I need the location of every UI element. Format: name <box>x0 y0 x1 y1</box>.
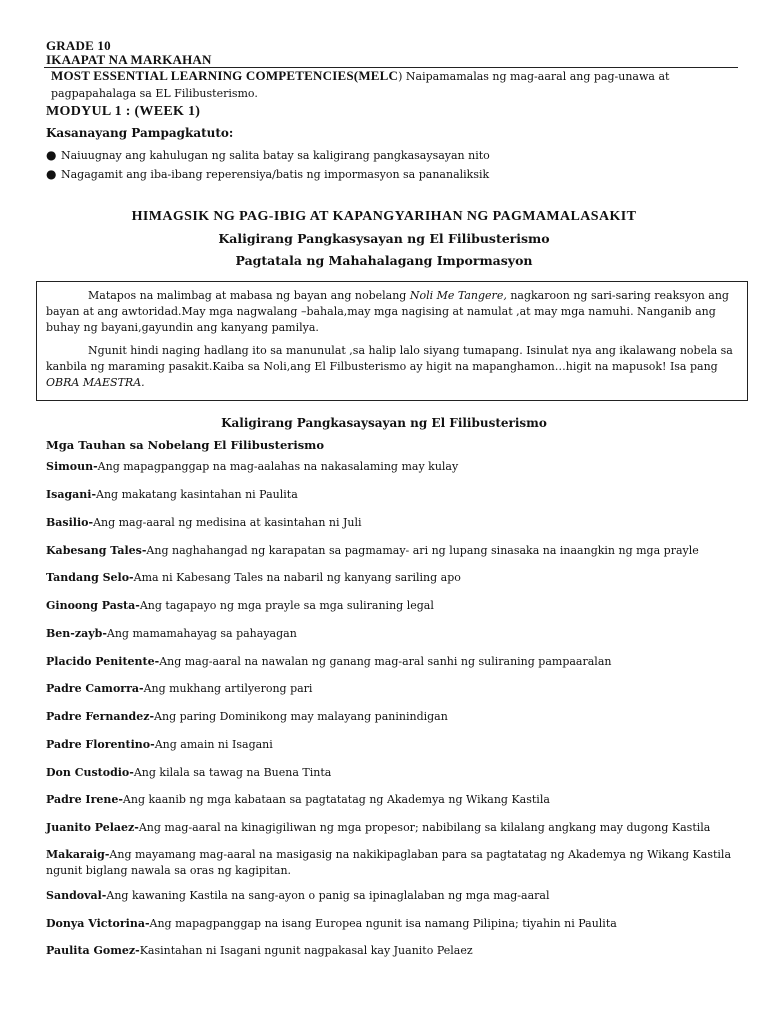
melc-label: MOST ESSENTIAL LEARNING COMPETENCIES(MELC <box>51 68 399 83</box>
character-row <box>46 626 736 642</box>
character-row <box>46 654 736 670</box>
character-row <box>46 487 736 503</box>
character-name: Padre Irene- <box>46 793 123 806</box>
character-row <box>46 847 736 879</box>
box-p1-text: Matapos na malimbag at mabasa ng bayan ang nobelang <box>88 289 410 302</box>
list-item-text: Naiuugnay ang kahulugan ng salita batay sa kaligirang pangkasaysayan nito <box>61 149 490 162</box>
character-description: Ang mapagpanggap na mag-aalahas na nakasalaming may kulay <box>97 460 459 473</box>
character-row <box>46 570 736 586</box>
character-name: Paulita Gomez- <box>46 944 140 957</box>
character-row <box>46 888 736 904</box>
box-p1-italic: Noli Me Tangere, <box>409 289 507 302</box>
box-p1-text-2: nagkaroon ng sari-saring reaksyon ang bayan at ang awtoridad.May mga nagwalang –bahala,may mga nagising at namulat ,at may mga namuhi. Nanganib ang buhay ng bayani,gayundin ang kanyang pamilya. <box>46 289 729 334</box>
character-description: Ang naghahangad ng karapatan sa pagmamay- ari ng lupang sinasaka na inaangkin ng mga prayle <box>146 544 699 557</box>
character-name: Ginoong Pasta- <box>46 599 140 612</box>
character-description: Ang mamamahayag sa pahayagan <box>106 627 297 640</box>
character-description: Ang makatang kasintahan ni Paulita <box>96 488 298 501</box>
character-name: Don Custodio- <box>46 766 134 779</box>
subtitle: Kaligirang Pangkasysayan ng El Filibusterismo <box>218 231 550 246</box>
character-description: Ang mag-aaral na kinagigiliwan ng mga propesor; nabibilang sa kilalang angkang may dugong Kastila <box>138 821 711 834</box>
character-name: Padre Florentino- <box>46 738 155 751</box>
list-item-text: Nagagamit ang iba-ibang reperensiya/batis ng impormasyon sa pananaliksik <box>61 168 490 181</box>
character-row <box>46 459 736 475</box>
character-row <box>46 765 736 781</box>
character-description: Ang mag-aaral na nawalan ng ganang mag-aral sanhi ng suliraning pampaaralan <box>159 655 612 668</box>
melc-statement <box>51 67 741 102</box>
character-row <box>46 543 736 559</box>
character-name: Juanito Pelaez- <box>46 821 139 834</box>
character-row <box>46 737 736 753</box>
character-name: Ben-zayb- <box>46 627 107 640</box>
main-title: HIMAGSIK NG PAG-IBIG AT KAPANGYARIHAN NG PAGMAMALASAKIT <box>131 209 637 224</box>
grade-label: GRADE 10 <box>46 38 111 53</box>
tauhan-heading: Mga Tauhan sa Nobelang El Filibusterismo <box>46 438 325 452</box>
character-description: Kasintahan ni Isagani ngunit nagpakasal kay Juanito Pelaez <box>139 944 473 957</box>
character-name: Padre Fernandez- <box>46 710 155 723</box>
box-paragraph-1 <box>46 288 738 336</box>
bullet-icon: ● <box>46 167 57 181</box>
character-name: Placido Penitente- <box>46 655 160 668</box>
character-row <box>46 943 736 959</box>
character-name: Tandang Selo- <box>46 571 134 584</box>
section-title: Kaligirang Pangkasaysayan ng El Filibusterismo <box>221 416 547 430</box>
list-item <box>46 167 489 181</box>
character-description: Ang kilala sa tawag na Buena Tinta <box>133 766 332 779</box>
character-row <box>46 709 736 725</box>
character-row <box>46 916 736 932</box>
character-description: Ang mukhang artilyerong pari <box>143 682 313 695</box>
character-row <box>46 681 736 697</box>
box-p2-text: Ngunit hindi naging hadlang ito sa manunulat ,sa halip lalo siyang tumapang. Isinulat nya ang ikalawang nobela sa kanbila ng maraming pasakit.Kaiba sa Noli,ang El Filbusterismo ay higit na mapanghamon…higit na mapusok! Isa pang <box>46 344 733 373</box>
character-name: Sandoval- <box>46 889 107 902</box>
character-description: Ang kawaning Kastila na sang-ayon o panig sa ipinaglalaban ng mga mag-aaral <box>106 889 550 902</box>
character-description: Ama ni Kabesang Tales na nabaril ng kanyang sariling apo <box>133 571 461 584</box>
character-description: Ang mapagpanggap na isang Europea ngunit isa namang Pilipina; tiyahin ni Paulita <box>149 917 617 930</box>
character-row <box>46 820 736 836</box>
box-paragraph-2 <box>46 343 738 391</box>
quarter-label: IKAAPAT NA MARKAHAN <box>46 52 212 67</box>
character-row <box>46 515 736 531</box>
character-name: Padre Camorra- <box>46 682 144 695</box>
character-description: Ang kaanib ng mga kabataan sa pagtatatag ng Akademya ng Wikang Kastila <box>122 793 550 806</box>
character-description: Ang mayamang mag-aaral na masigasig na nakikipaglaban para sa pagtatatag ng Akademya ng Wikang Kastila ngunit biglang nawala sa oras ng kagipitan. <box>46 848 731 877</box>
box-p2-italic: OBRA MAESTRA. <box>46 376 145 389</box>
melc-text: ) Naipamamalas ng mag-aaral ang pag-unawa at pagpapahalaga sa EL Filibusterismo. <box>51 70 670 100</box>
character-description: Ang amain ni Isagani <box>154 738 273 751</box>
character-description: Ang mag-aaral ng medisina at kasintahan ni Juli <box>93 516 362 529</box>
character-description: Ang paring Dominikong may malayang paninindigan <box>154 710 448 723</box>
character-row <box>46 792 736 808</box>
character-name: Basilio- <box>46 516 94 529</box>
subtitle-2: Pagtatala ng Mahahalagang Impormasyon <box>235 253 533 268</box>
character-name: Donya Victorina- <box>46 917 150 930</box>
kasanayan-label: Kasanayang Pampagkatuto: <box>46 126 234 140</box>
character-name: Makaraig- <box>46 848 110 861</box>
character-name: Kabesang Tales- <box>46 544 147 557</box>
character-row <box>46 598 736 614</box>
character-name: Simoun- <box>46 460 98 473</box>
character-name: Isagani- <box>46 488 97 501</box>
list-item <box>46 148 490 162</box>
character-description: Ang tagapayo ng mga prayle sa mga suliraning legal <box>139 599 434 612</box>
bullet-icon: ● <box>46 148 57 162</box>
modyul-title: MODYUL 1 : (WEEK 1) <box>46 104 201 119</box>
